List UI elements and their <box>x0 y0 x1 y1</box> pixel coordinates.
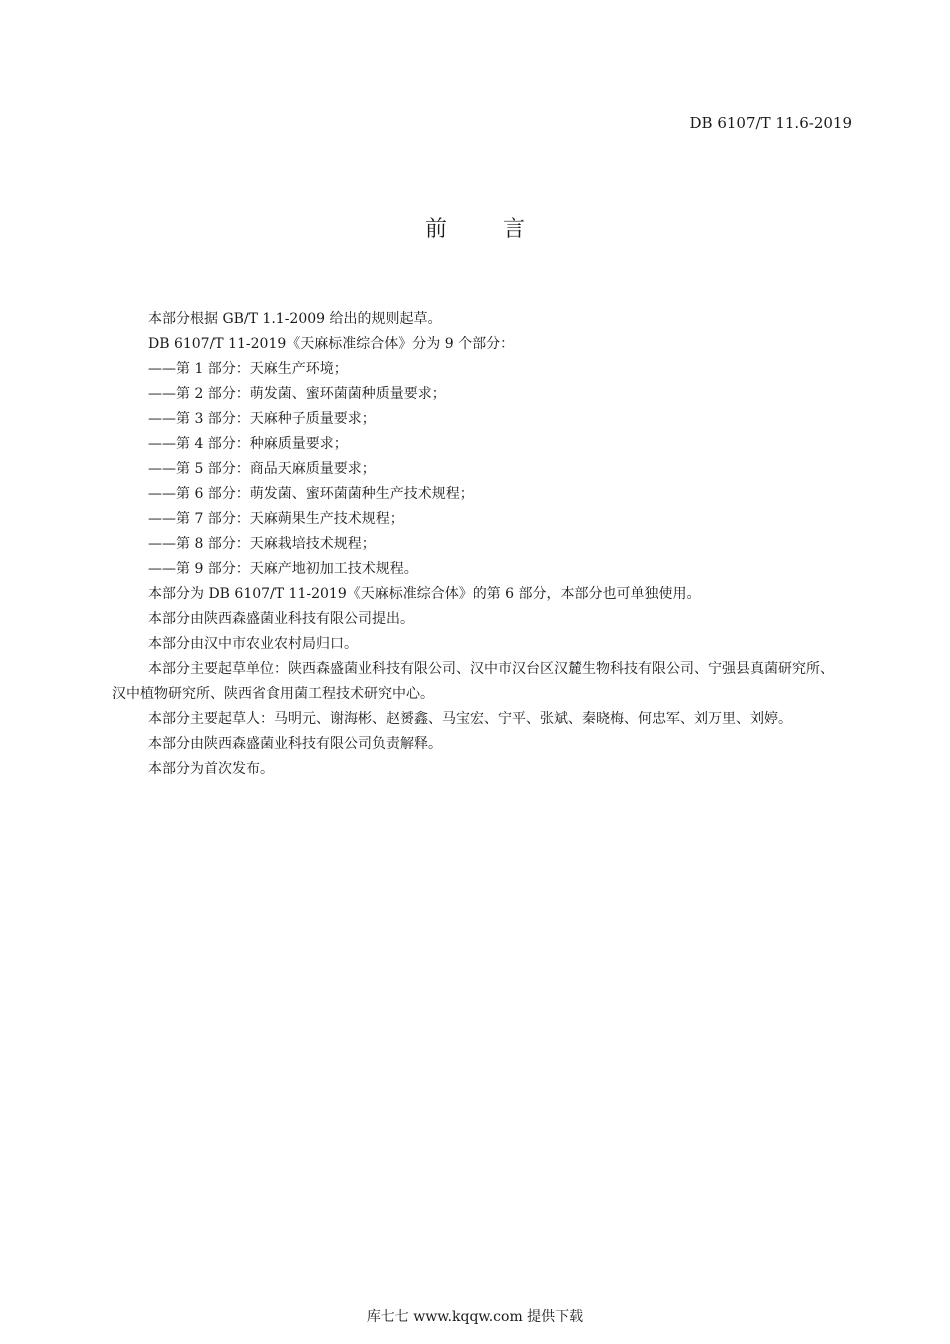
paragraph-proposed-by: 本部分由陕西森盛菌业科技有限公司提出。 <box>148 611 414 627</box>
list-item-part-1: ——第 1 部分：天麻生产环境； <box>148 361 348 377</box>
paragraph-interpretation: 本部分由陕西森盛菌业科技有限公司负责解释。 <box>148 736 442 752</box>
list-item-part-3: ——第 3 部分：天麻种子质量要求； <box>148 411 376 427</box>
list-item-part-2: ——第 2 部分：萌发菌、蜜环菌菌种质量要求； <box>148 386 446 402</box>
paragraph-first-release: 本部分为首次发布。 <box>148 761 274 777</box>
list-item-part-7: ——第 7 部分：天麻蒴果生产技术规程； <box>148 511 404 527</box>
document-code: DB 6107/T 11.6-2019 <box>689 114 852 132</box>
footer-download-notice: 库七七 www.kqqw.com 提供下载 <box>366 1309 584 1325</box>
list-item-part-9: ——第 9 部分：天麻产地初加工技术规程。 <box>148 561 418 577</box>
foreword-body <box>112 307 840 782</box>
list-item-part-8: ——第 8 部分：天麻栽培技术规程； <box>148 536 376 552</box>
list-item-part-5: ——第 5 部分：商品天麻质量要求； <box>148 461 376 477</box>
paragraph-drafting-rules: 本部分根据 GB/T 1.1-2009 给出的规则起草。 <box>148 311 442 327</box>
paragraph-parts-intro: DB 6107/T 11-2019《天麻标准综合体》分为 9 个部分： <box>148 336 515 352</box>
list-item-part-6: ——第 6 部分：萌发菌、蜜环菌菌种生产技术规程； <box>148 486 474 502</box>
paragraph-drafters: 本部分主要起草人：马明元、谢海彬、赵赟鑫、马宝宏、宁平、张斌、秦晓梅、何忠军、刘万里、刘婷。 <box>148 711 792 727</box>
title-char-2: 言 <box>503 217 526 242</box>
page-title <box>0 212 950 243</box>
paragraph-part-position: 本部分为 DB 6107/T 11-2019《天麻标准综合体》的第 6 部分，本部分也可单独使用。 <box>148 586 701 602</box>
title-char-1: 前 <box>424 217 447 242</box>
list-item-part-4: ——第 4 部分：种麻质量要求； <box>148 436 348 452</box>
paragraph-centralized-by: 本部分由汉中市农业农村局归口。 <box>148 636 358 652</box>
paragraph-drafting-units: 本部分主要起草单位：陕西森盛菌业科技有限公司、汉中市汉台区汉麓生物科技有限公司、宁强县真菌研究所、汉中植物研究所、陕西省食用菌工程技术研究中心。 <box>112 661 834 702</box>
